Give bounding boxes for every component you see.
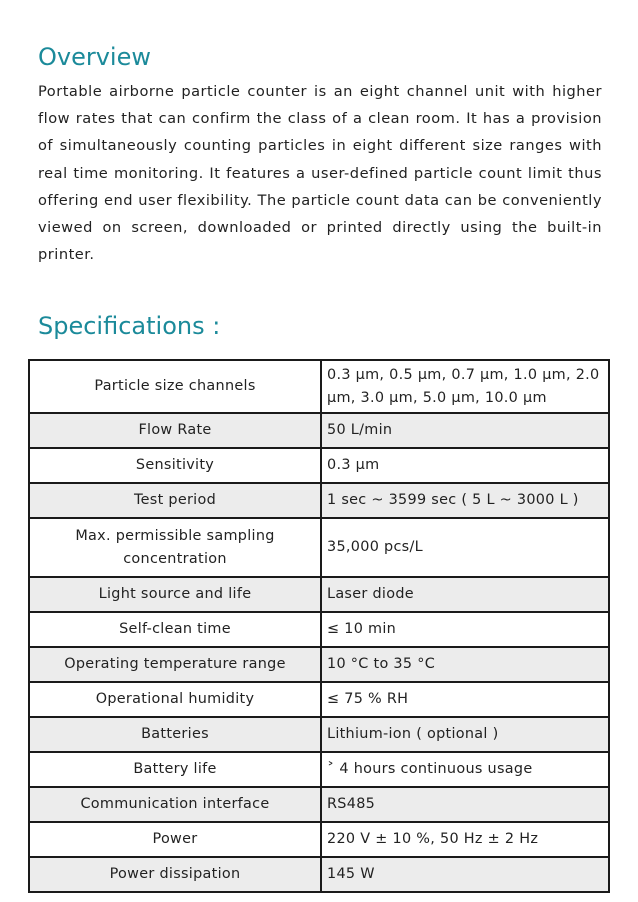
spec-value: 1 sec ~ 3599 sec ( 5 L ~ 3000 L ): [321, 483, 609, 518]
table-row: [29, 682, 609, 717]
spec-label: Sensitivity: [29, 448, 321, 483]
spec-value: 0.3 µm, 0.5 µm, 0.7 µm, 1.0 µm, 2.0 µm, 3.0 µm, 5.0 µm, 10.0 µm: [321, 360, 609, 413]
spec-value: Laser diode: [321, 577, 609, 612]
spec-value: Lithium-ion ( optional ): [321, 717, 609, 752]
spec-label: Communication interface: [29, 787, 321, 822]
spec-value: ≤ 10 min: [321, 612, 609, 647]
spec-value: 35,000 pcs/L: [321, 518, 609, 577]
table-row: [29, 787, 609, 822]
spec-label: Test period: [29, 483, 321, 518]
spec-label: Self-clean time: [29, 612, 321, 647]
specifications-heading: Specifications :: [38, 312, 221, 340]
table-row: [29, 483, 609, 518]
table-row: [29, 822, 609, 857]
spec-label: Light source and life: [29, 577, 321, 612]
spec-label: Operating temperature range: [29, 647, 321, 682]
spec-label: Power dissipation: [29, 857, 321, 892]
table-row: [29, 647, 609, 682]
spec-value: 145 W: [321, 857, 609, 892]
spec-value: 10 °C to 35 °C: [321, 647, 609, 682]
spec-value: 220 V ± 10 %, 50 Hz ± 2 Hz: [321, 822, 609, 857]
spec-label: Particle size channels: [29, 360, 321, 413]
spec-value: ˃ 4 hours continuous usage: [321, 752, 609, 787]
table-row: [29, 612, 609, 647]
spec-label: Flow Rate: [29, 413, 321, 448]
spec-label: Operational humidity: [29, 682, 321, 717]
table-row: [29, 413, 609, 448]
spec-label: Battery life: [29, 752, 321, 787]
spec-label: Power: [29, 822, 321, 857]
table-row: [29, 857, 609, 892]
table-row: [29, 577, 609, 612]
spec-value: ≤ 75 % RH: [321, 682, 609, 717]
table-row: [29, 717, 609, 752]
overview-paragraph: Portable airborne particle counter is an eight channel unit with higher flow rates that can confirm the class of a clean room. It has a provision of simultaneously counting particles in eight different size ranges with real time monitoring. It features a user-defined particle count limit thus offering end user flexibility. The particle count data can be conveniently viewed on screen, downloaded or printed directly using the built-in printer.: [38, 83, 602, 264]
spec-value: 0.3 µm: [321, 448, 609, 483]
spec-label: Max. permissible sampling concentration: [29, 518, 321, 577]
table-row: [29, 360, 609, 413]
overview-heading: Overview: [38, 43, 151, 71]
spec-value: RS485: [321, 787, 609, 822]
spec-label: Batteries: [29, 717, 321, 752]
table-row: [29, 752, 609, 787]
table-row: [29, 448, 609, 483]
table-row: [29, 518, 609, 577]
specifications-table: [28, 359, 610, 893]
spec-value: 50 L/min: [321, 413, 609, 448]
